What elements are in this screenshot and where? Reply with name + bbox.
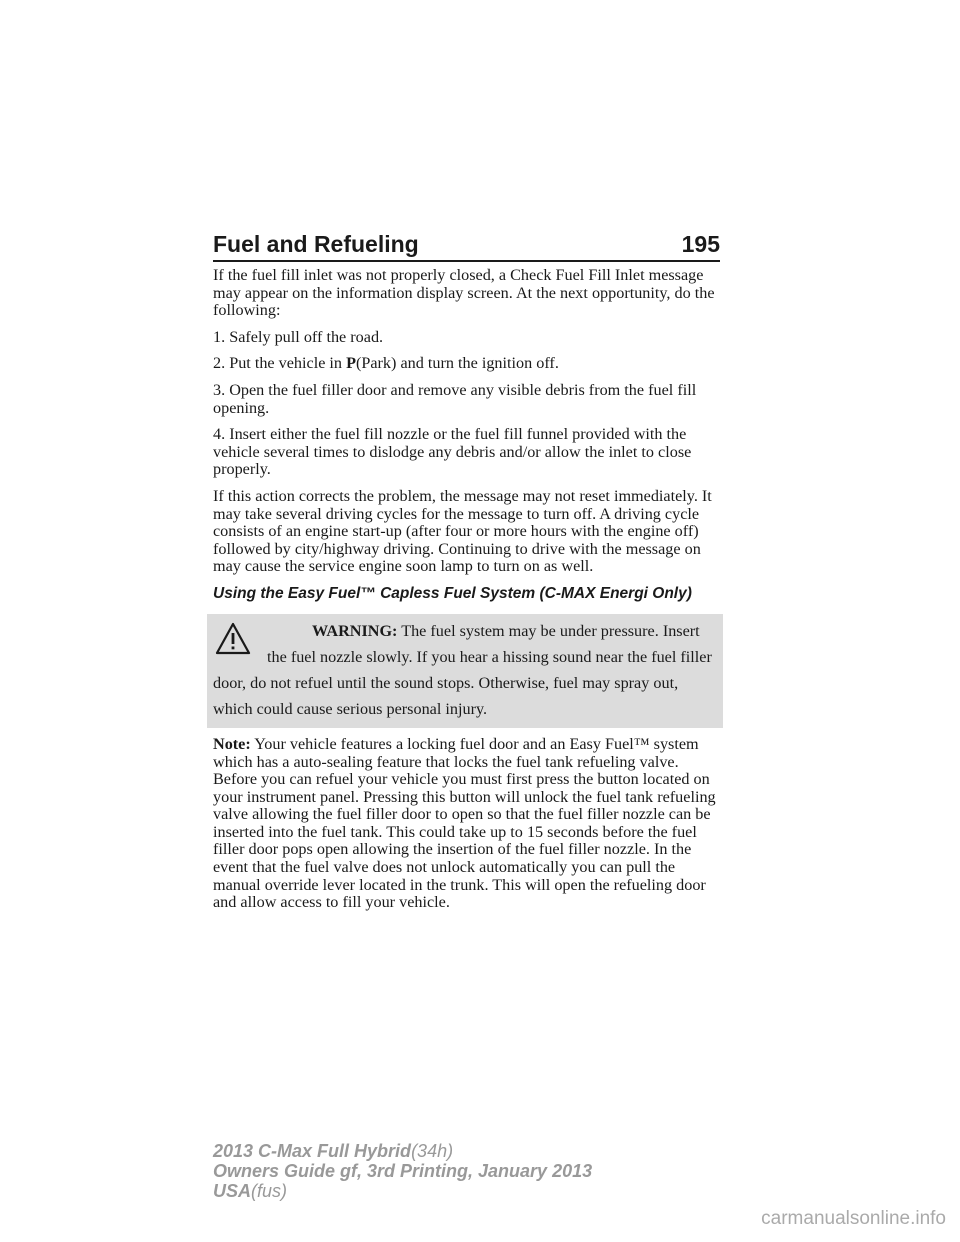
- page-footer: [213, 1141, 592, 1201]
- warning-triangle-icon: [215, 622, 251, 656]
- step-2-text: 2. Put the vehicle in: [213, 354, 343, 373]
- warning-label: WARNING:: [312, 621, 398, 640]
- footer-line-2: Owners Guide gf, 3rd Printing, January 2013: [213, 1161, 593, 1181]
- intro-paragraph: If the fuel fill inlet was not properly closed, a Check Fuel Fill Inlet message may appear on the information display screen. At the next opportunity, do the following:: [213, 266, 715, 320]
- footer-region: USA: [213, 1181, 252, 1201]
- page-number: 195: [681, 231, 720, 257]
- footer-model: 2013 C-Max Full Hybrid: [213, 1141, 412, 1161]
- footer-line-3: [213, 1181, 592, 1201]
- page-header: [213, 230, 720, 262]
- watermark: carmanualsonline.info: [761, 1208, 946, 1229]
- footer-line-1: [213, 1141, 592, 1161]
- driving-cycle-paragraph: If this action corrects the problem, the message may not reset immediately. It may take several driving cycles for the message to turn off. A driving cycle consists of an engine start-up (after four or more hours with the engine off) followed by city/highway driving. Continuing to drive with the message on may cause the service engine soon lamp to turn on as well.: [213, 486, 712, 576]
- step-4: 4. Insert either the fuel fill nozzle or the fuel fill funnel provided with the vehicle several times to dislodge any debris and/or allow the inlet to close properly.: [213, 425, 692, 479]
- section-title: Fuel and Refueling: [213, 231, 419, 257]
- subheading: Using the Easy Fuel™ Capless Fuel System (C-MAX Energi Only): [213, 584, 692, 602]
- footer-region-code: (fus): [251, 1181, 288, 1201]
- note-text: Your vehicle features a locking fuel door and an Easy Fuel™ system which has a auto-sealing feature that locks the fuel tank refueling valve. Before you can refuel your vehicle you must first press the button located on your instrument panel. Pressing this button will unlock the fuel tank refueling valve allowing the fuel filler door to open so that the fuel filler nozzle can be inserted into the fuel tank. This could take up to 15 seconds before the fuel filler door pops open allowing the insertion of the fuel filler nozzle. In the event that the fuel valve does not unlock automatically you can pull the manual override lever located in the trunk. This will open the refueling door and allow access to fill your vehicle.: [213, 734, 716, 912]
- note-paragraph: [213, 736, 723, 912]
- warning-text: The fuel system may be under pressure. Insert the fuel nozzle slowly. If you hear a hissing sound near the fuel filler door, do not refuel until the sound stops. Otherwise, fuel may spray out, which could cause serious personal injury.: [213, 621, 712, 718]
- warning-box: [207, 614, 723, 728]
- step-1: 1. Safely pull off the road.: [213, 327, 384, 346]
- park-letter: P: [346, 354, 356, 373]
- footer-model-code: (34h): [411, 1141, 454, 1161]
- step-3: 3. Open the fuel filler door and remove any visible debris from the fuel fill opening.: [213, 380, 697, 417]
- step-2: [213, 355, 723, 373]
- note-label: Note:: [213, 734, 251, 753]
- page-content: [213, 267, 723, 921]
- step-2-rest: (Park) and turn the ignition off.: [355, 354, 559, 373]
